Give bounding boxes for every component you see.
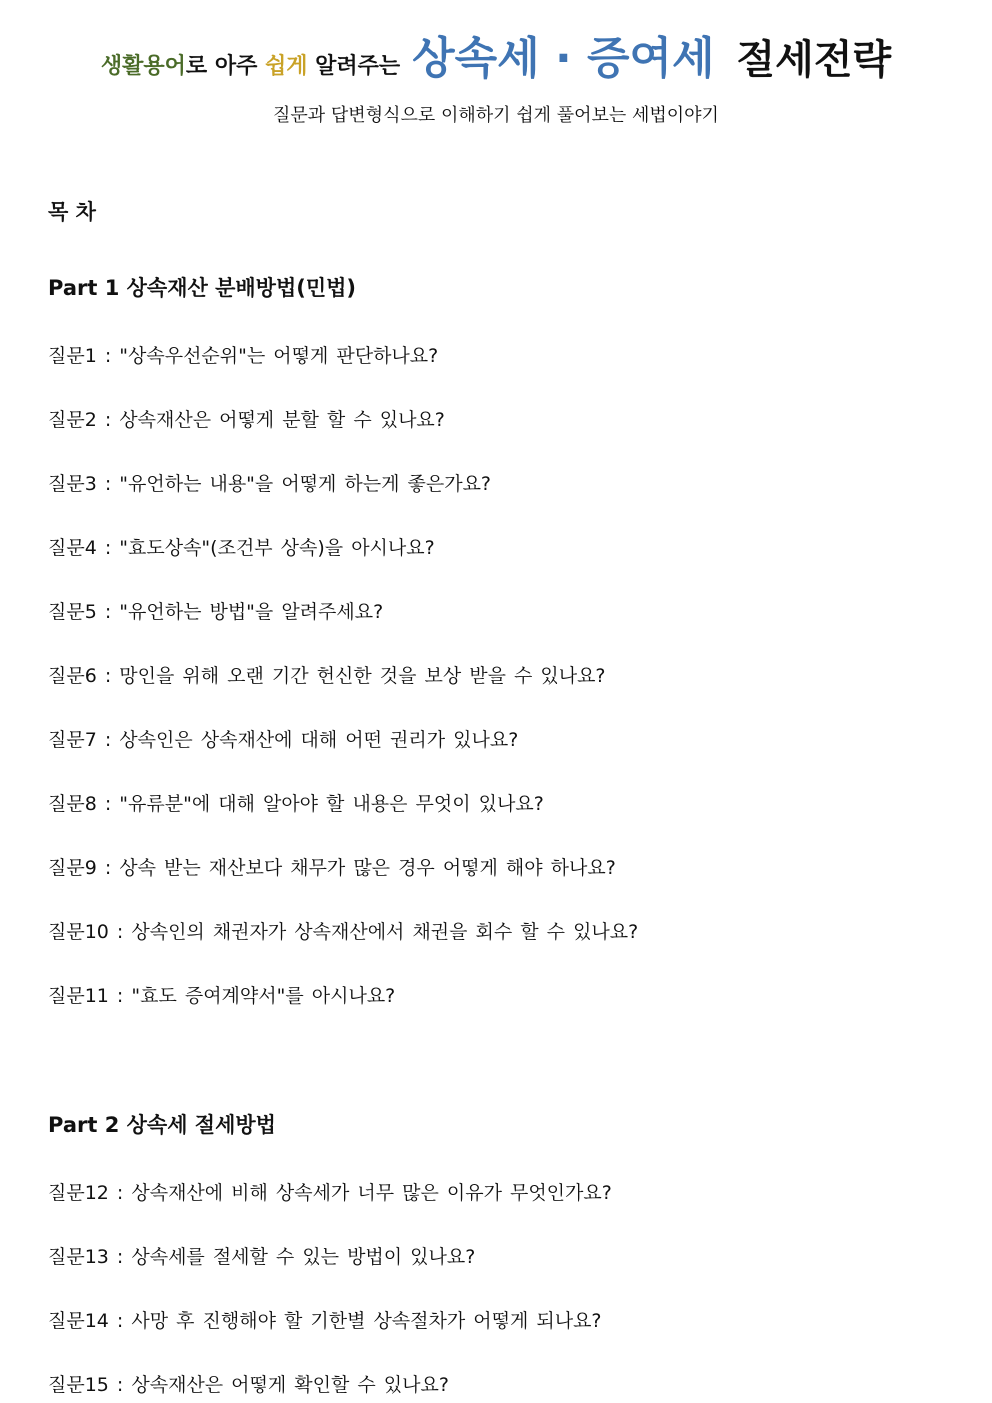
toc-item: 질문12 : 상속재산에 비해 상속세가 너무 많은 이유가 무엇인가요? — [48, 1182, 612, 1204]
title-segment-very: 로 아주 — [185, 54, 265, 79]
document-subtitle: 질문과 답변형식으로 이해하기 쉽게 풀어보는 세법이야기 — [273, 105, 719, 126]
toc-item: 질문10 : 상속인의 채권자가 상속재산에서 채권을 회수 할 수 있나요? — [48, 921, 639, 943]
title-segment-easy: 쉽게 — [264, 54, 308, 79]
title-segment-everyday-terms: 생활용어 — [100, 54, 186, 79]
toc-item: 질문2 : 상속재산은 어떻게 분할 할 수 있나요? — [48, 409, 445, 431]
toc-item: 질문8 : "유류분"에 대해 알아야 할 내용은 무엇이 있나요? — [48, 793, 544, 815]
part-2-title: Part 2 상속세 절세방법 — [48, 1113, 276, 1137]
toc-item: 질문5 : "유언하는 방법"을 알려주세요? — [48, 601, 384, 623]
document-title — [0, 22, 992, 86]
toc-item: 질문3 : "유언하는 내용"을 어떻게 하는게 좋은가요? — [48, 473, 492, 495]
toc-item: 질문1 : "상속우선순위"는 어떻게 판단하나요? — [48, 345, 439, 367]
toc-item: 질문15 : 상속재산은 어떻게 확인할 수 있나요? — [48, 1374, 449, 1396]
toc-item: 질문13 : 상속세를 절세할 수 있는 방법이 있나요? — [48, 1246, 476, 1268]
toc-item: 질문6 : 망인을 위해 오랜 기간 헌신한 것을 보상 받을 수 있나요? — [48, 665, 606, 687]
toc-item: 질문7 : 상속인은 상속재산에 대해 어떤 권리가 있나요? — [48, 729, 519, 751]
title-main-tax: 상속세 · 증여세 — [412, 33, 715, 84]
title-strategy: 절세전략 — [736, 37, 892, 83]
part-1-title: Part 1 상속재산 분배방법(민법) — [48, 276, 356, 300]
toc-item: 질문11 : "효도 증여계약서"를 아시나요? — [48, 985, 396, 1007]
toc-item: 질문4 : "효도상속"(조건부 상속)을 아시나요? — [48, 537, 435, 559]
toc-item: 질문9 : 상속 받는 재산보다 채무가 많은 경우 어떻게 해야 하나요? — [48, 857, 616, 879]
toc-item: 질문14 : 사망 후 진행해야 할 기한별 상속절차가 어떻게 되나요? — [48, 1310, 602, 1332]
title-segment-explaining: 알려주는 — [307, 54, 401, 79]
toc-heading: 목 차 — [48, 200, 96, 224]
